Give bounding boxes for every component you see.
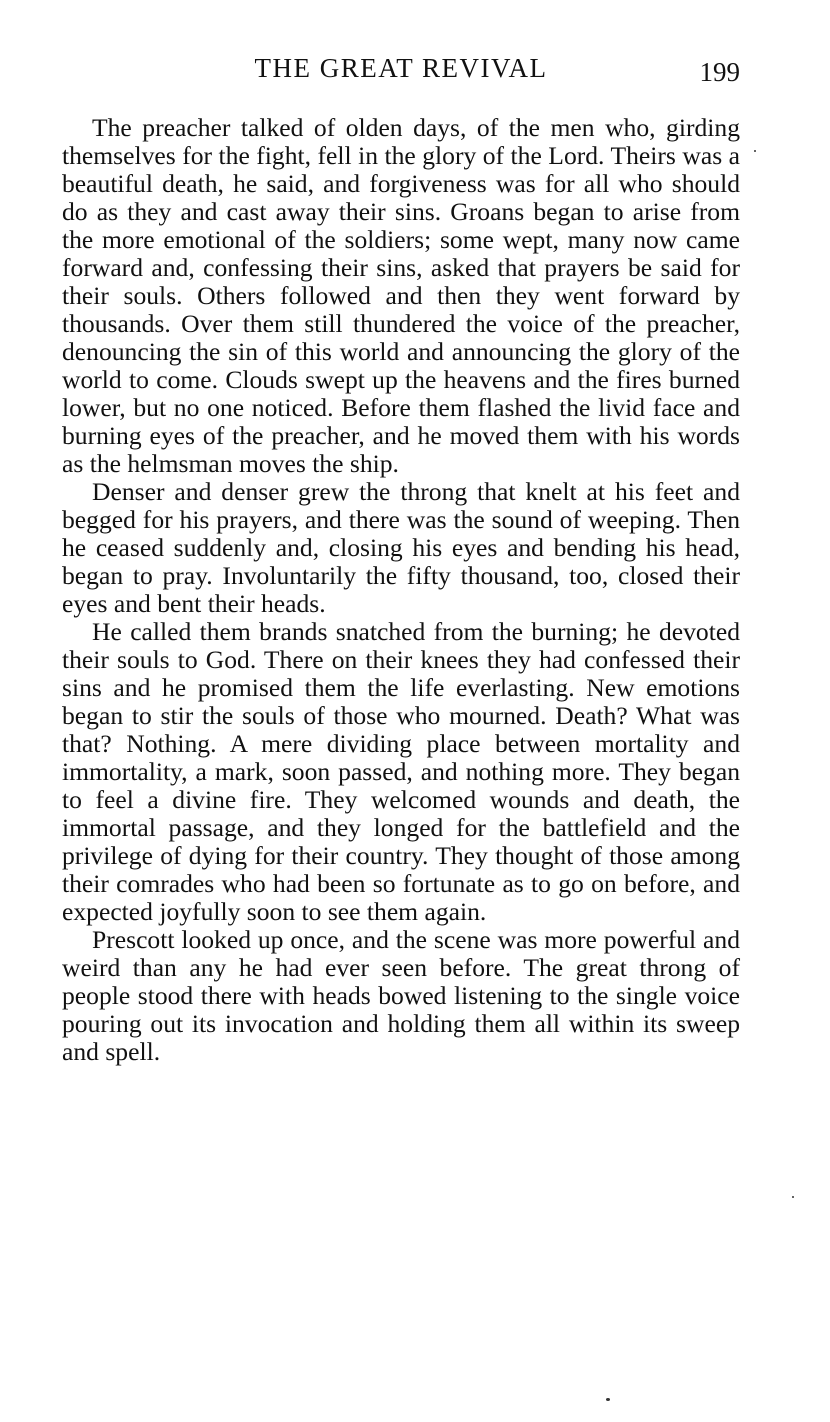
print-speck (754, 150, 756, 152)
running-title: THE GREAT REVIVAL (254, 53, 548, 83)
paragraph-3: He called them brands snatched from the burning; he devoted their souls to God. There on their knees they had confessed their sins and he promised them the life everlasting. New emotions began to stir the souls of those who mourned. Death? What was that? Nothing. A mere dividing place between mortality and immortality, a mark, soon passed, and nothing more. They began to feel a divine fire. They welcomed wounds and death, the immortal passage, and they longed for the battlefield and the privilege of dying for their country. They thought of those among their comrades who had been so fortunate as to go on before, and expected joyfully soon to see them again. (62, 617, 740, 926)
print-speck (606, 1398, 610, 1401)
paragraph-2: Denser and denser grew the throng that knelt at his feet and begged for his prayers, and there was the sound of weeping. Then he ceased suddenly and, closing his eyes and bending his head, began to pray. Involuntarily the fifty thousand, too, closed their eyes and bent their heads. (62, 477, 740, 618)
print-speck (792, 1196, 794, 1198)
page-number: 199 (699, 57, 740, 87)
running-head (62, 50, 740, 86)
body-text (62, 114, 740, 1066)
paragraph-1: The preacher talked of olden days, of the men who, girding themselves for the fight, fell in the glory of the Lord. Theirs was a beautiful death, he said, and forgiveness was for all who should do as they and cast away their sins. Groans began to arise from the more emotional of the soldiers; some wept, many now came forward and, confessing their sins, asked that prayers be said for their souls. Others followed and then they went forward by thousands. Over them still thundered the voice of the preacher, denouncing the sin of this world and announcing the glory of the world to come. Clouds swept up the heavens and the fires burned lower, but no one noticed. Before them flashed the livid face and burning eyes of the preacher, and he moved them with his words as the helmsman moves the ship. (62, 113, 740, 478)
paragraph-4: Prescott looked up once, and the scene was more powerful and weird than any he had ever seen before. The great throng of people stood there with heads bowed listening to the single voice pouring out its invocation and holding them all within its sweep and spell. (62, 925, 740, 1066)
